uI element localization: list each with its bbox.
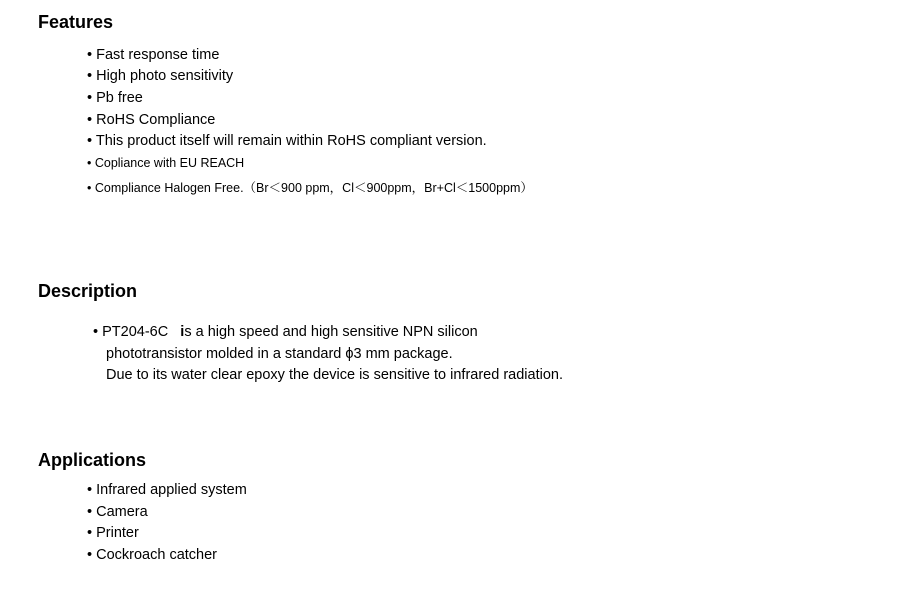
feature-item: • Pb free — [87, 90, 143, 106]
feature-item: • High photo sensitivity — [87, 68, 234, 84]
description-line-1-rest: s a high speed and high sensitive NPN silicon — [184, 324, 478, 340]
features-heading: Features — [38, 12, 114, 32]
application-item: • Printer — [87, 525, 139, 541]
application-item: • Infrared applied system — [87, 482, 247, 498]
description-line-3: Due to its water clear epoxy the device is sensitive to infrared radiation. — [106, 367, 563, 383]
feature-item: • RoHS Compliance — [87, 112, 216, 128]
description-line-2: phototransistor molded in a standard ϕ3 mm package. — [106, 346, 453, 362]
description-bold-letter: i — [180, 324, 185, 340]
description-heading: Description — [38, 281, 138, 301]
description-line-1 — [93, 324, 478, 340]
feature-item: • Fast response time — [87, 47, 220, 63]
feature-item: • Compliance Halogen Free.（Br＜900 ppm，Cl＜900ppm，Br+Cl＜1500ppm） — [87, 181, 533, 195]
description-product-name: • PT204-6C — [93, 324, 169, 340]
application-item: • Cockroach catcher — [87, 547, 217, 563]
feature-item: • This product itself will remain within RoHS compliant version. — [87, 133, 487, 149]
applications-heading: Applications — [38, 450, 147, 470]
application-item: • Camera — [87, 504, 148, 520]
feature-item: • Copliance with EU REACH — [87, 156, 245, 170]
